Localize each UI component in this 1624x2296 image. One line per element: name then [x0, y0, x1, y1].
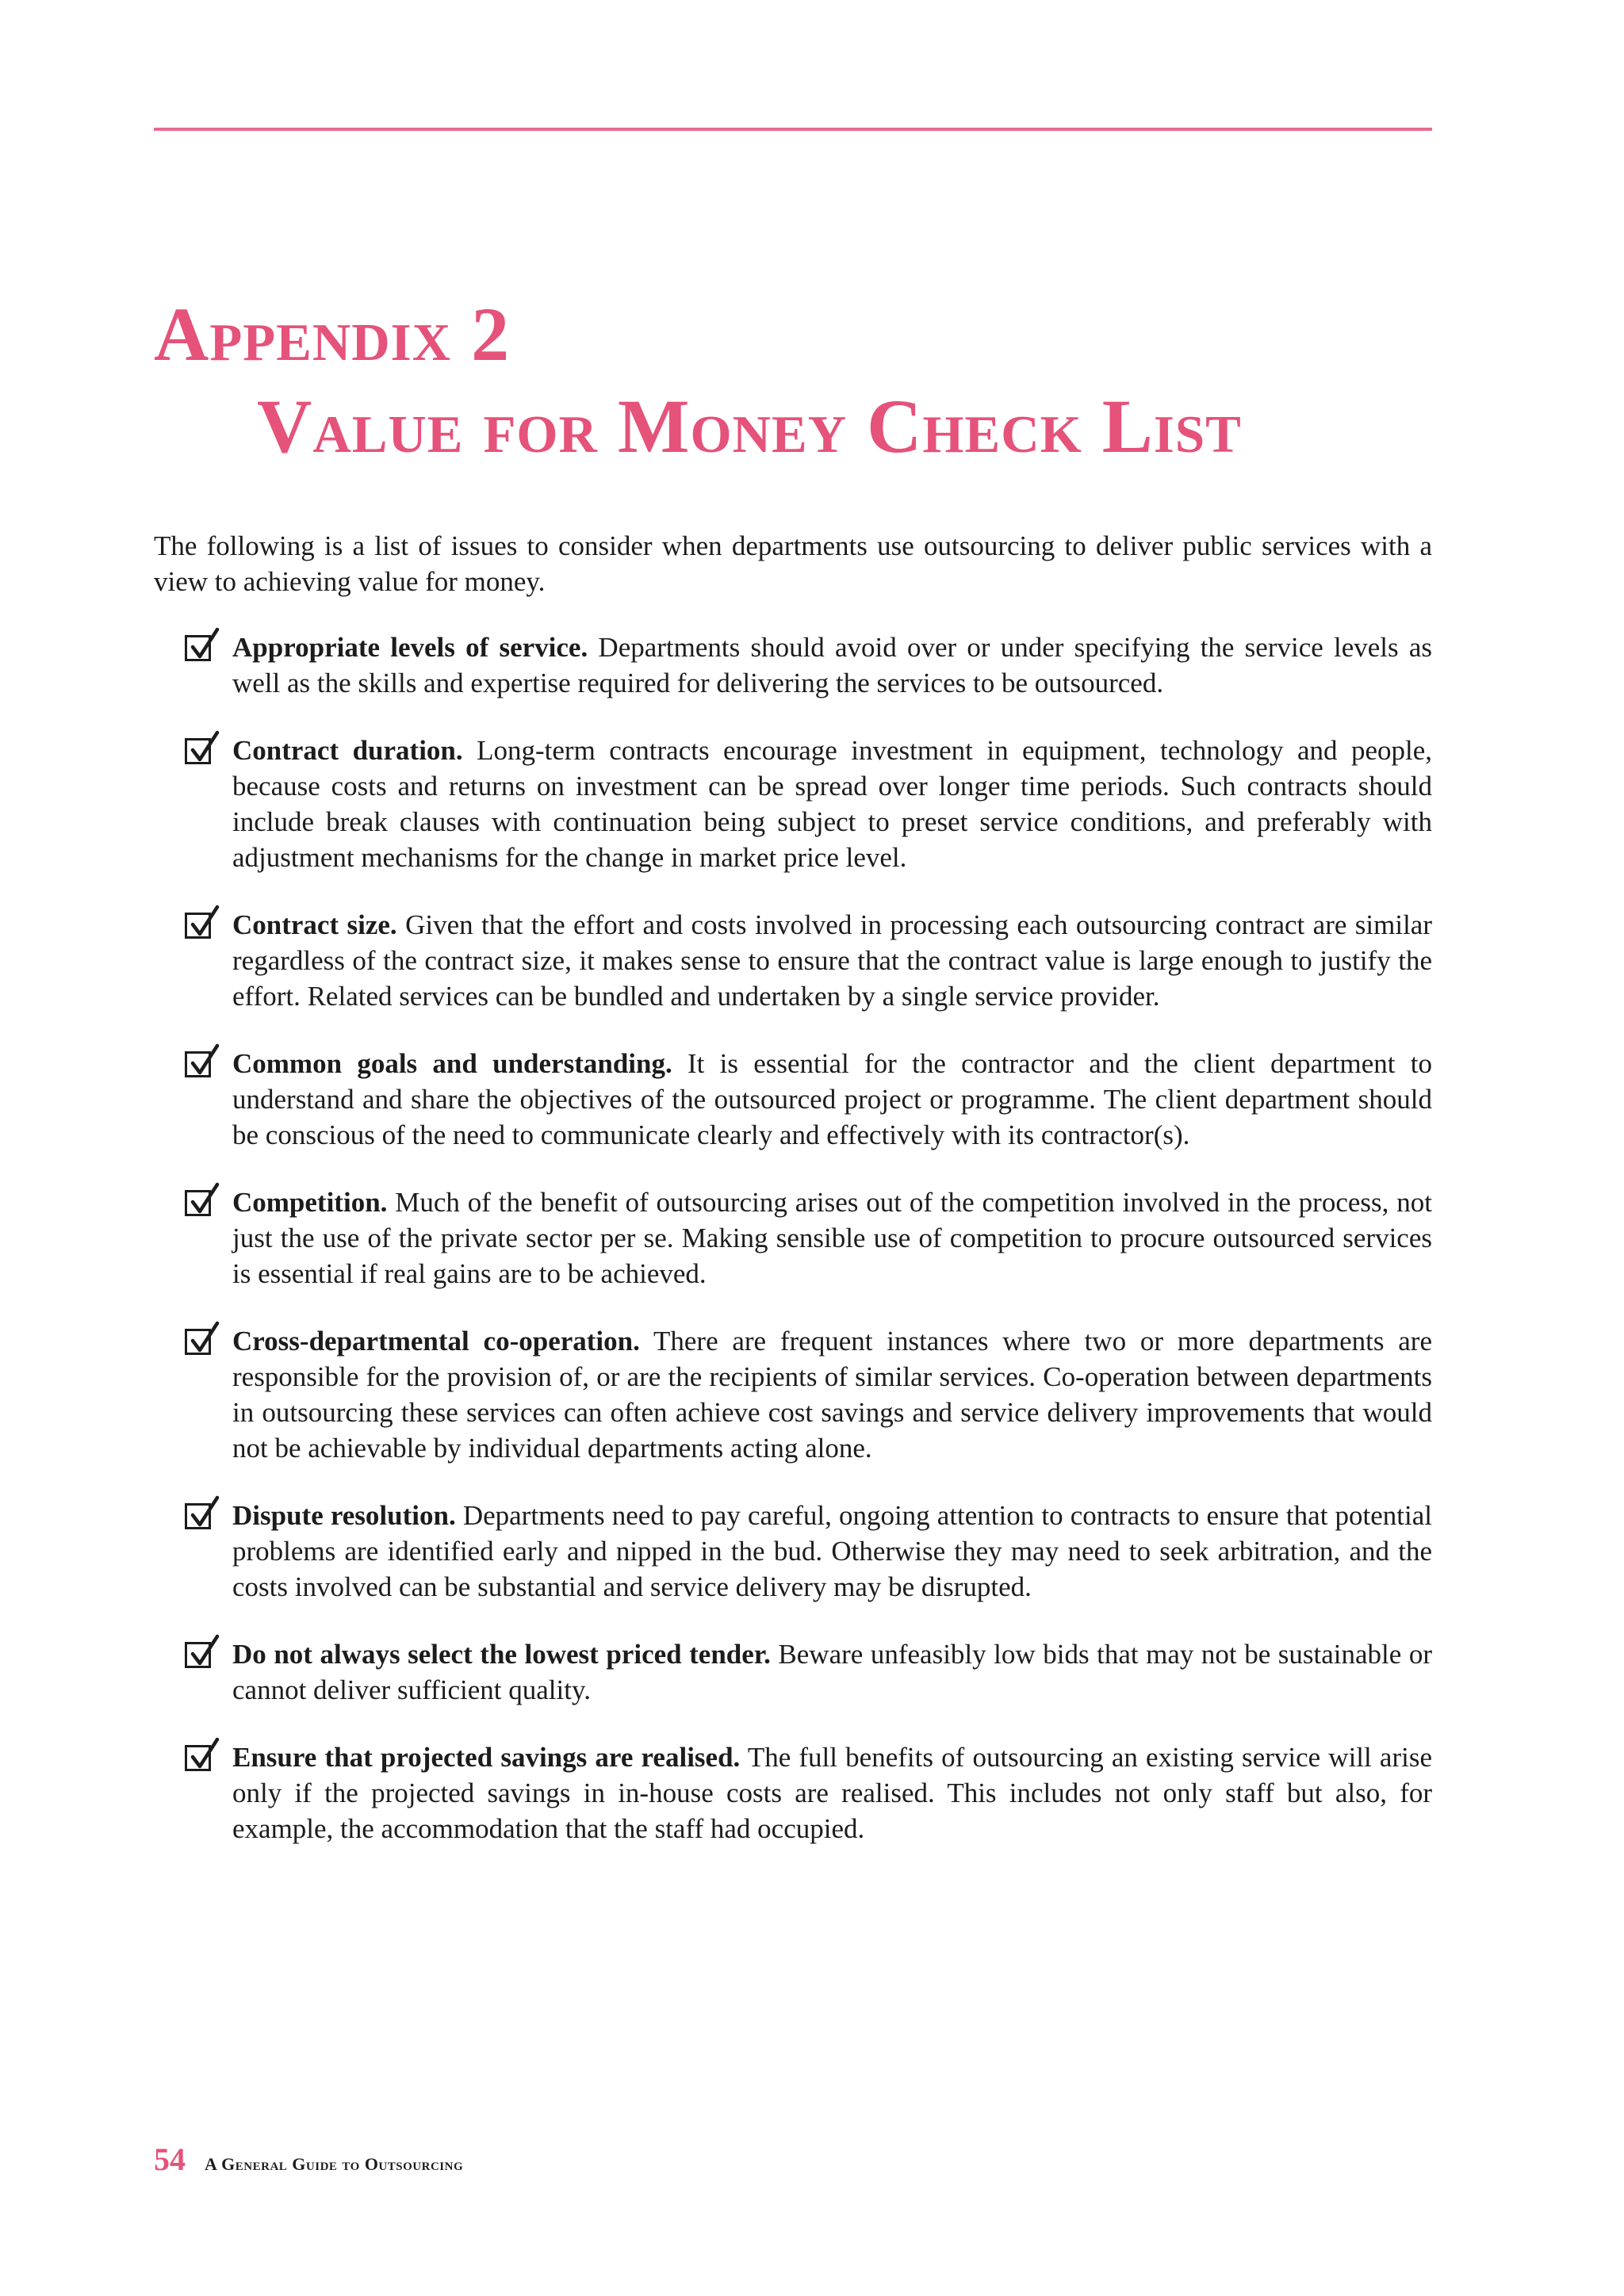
checklist-item-heading: Cross-departmental co-operation. [232, 1326, 640, 1357]
page-title [154, 289, 1502, 473]
intro-paragraph: The following is a list of issues to consider when departments use outsourcing to deliver public services with a view to achieving value for money. [154, 530, 1432, 597]
checked-box-icon [185, 738, 211, 764]
checklist-item [154, 733, 1432, 875]
checklist-item-heading: Ensure that projected savings are realised. [232, 1742, 741, 1773]
checked-box-icon [185, 635, 211, 661]
checklist-item-text: Given that the effort and costs involved in processing each outsourcing contract are similar regardless of the contract size, it makes sense to ensure that the contract value is large enough to justify the effort. Related services can be bundled and undertaken by a single service provider. [232, 909, 1433, 1012]
checked-box-icon [185, 1190, 211, 1216]
checked-box-icon [185, 1745, 211, 1771]
checklist-item-heading: Contract size. [232, 909, 397, 940]
checklist-item-heading: Appropriate levels of service. [232, 632, 588, 663]
checklist-item-heading: Competition. [232, 1187, 388, 1218]
checked-box-icon [185, 1051, 211, 1077]
checklist-item-heading: Dispute resolution. [232, 1500, 456, 1531]
checklist-item-text: The full benefits of outsourcing an existing service will arise only if the projected savings in in-house costs are realised. This includes not only staff but also, for example, the accommodation that the staff had occupied. [232, 1742, 1432, 1844]
checked-box-icon [185, 1503, 211, 1529]
checklist-item-heading: Do not always select the lowest priced tender. [232, 1639, 771, 1670]
title-line-1: Appendix 2 [154, 292, 511, 377]
checklist-item [154, 1184, 1432, 1292]
title-line-2: Value for Money Check List [257, 384, 1242, 469]
checklist-item-heading: Contract duration. [232, 735, 463, 766]
page-number: 54 [154, 2141, 186, 2177]
page-footer [154, 2141, 463, 2178]
checklist-item-text: Much of the benefit of outsourcing arises out of the competition involved in the process, not just the use of the private sector per se. Making sensible use of competition to procure outsourced services is essential if real gains are to be achieved. [232, 1187, 1432, 1289]
checklist-item [154, 1046, 1432, 1153]
top-rule [154, 128, 1432, 131]
checklist-item [154, 1739, 1432, 1846]
checklist-item-heading: Common goals and understanding. [232, 1048, 672, 1079]
checklist-item-text: Long-term contracts encourage investment in equipment, technology and people, because costs and returns on investment can be spread over longer time periods. Such contracts should include break clauses with continuation being subject to preset service conditions, and preferably with adjustment mechanisms for the change in market price level. [232, 735, 1433, 873]
checklist-item [154, 1323, 1432, 1466]
checklist-item [154, 1636, 1432, 1708]
checked-box-icon [185, 913, 211, 939]
checklist-item-text: There are frequent instances where two or more departments are responsible for the provision of, or are the recipients of similar services. Co-operation between departments in outsourcing these services can often achieve cost savings and service delivery improvements that would not be achievable by individual departments acting alone. [232, 1326, 1432, 1464]
checked-box-icon [185, 1642, 211, 1668]
checklist-item [154, 907, 1432, 1014]
checklist-item-text: Beware unfeasibly low bids that may not be sustainable or cannot deliver sufficient quality. [232, 1639, 1432, 1705]
checklist-item-text: Departments should avoid over or under specifying the service levels as well as the skills and expertise required for delivering the services to be outsourced. [232, 632, 1432, 698]
running-title: A General Guide to Outsourcing [205, 2154, 464, 2174]
checklist-item [154, 629, 1432, 701]
checked-box-icon [185, 1329, 211, 1355]
value-for-money-checklist [154, 629, 1432, 1846]
checklist-item-text: It is essential for the contractor and the client department to understand and share the objectives of the outsourced project or programme. The client department should be conscious of the need to communicate clearly and effectively with its contractor(s). [232, 1048, 1432, 1150]
checklist-item-text: Departments need to pay careful, ongoing attention to contracts to ensure that potential problems are identified early and nipped in the bud. Otherwise they may need to seek arbitration, and the costs involved can be substantial and service delivery may be disrupted. [232, 1500, 1432, 1602]
checklist-item [154, 1498, 1432, 1605]
